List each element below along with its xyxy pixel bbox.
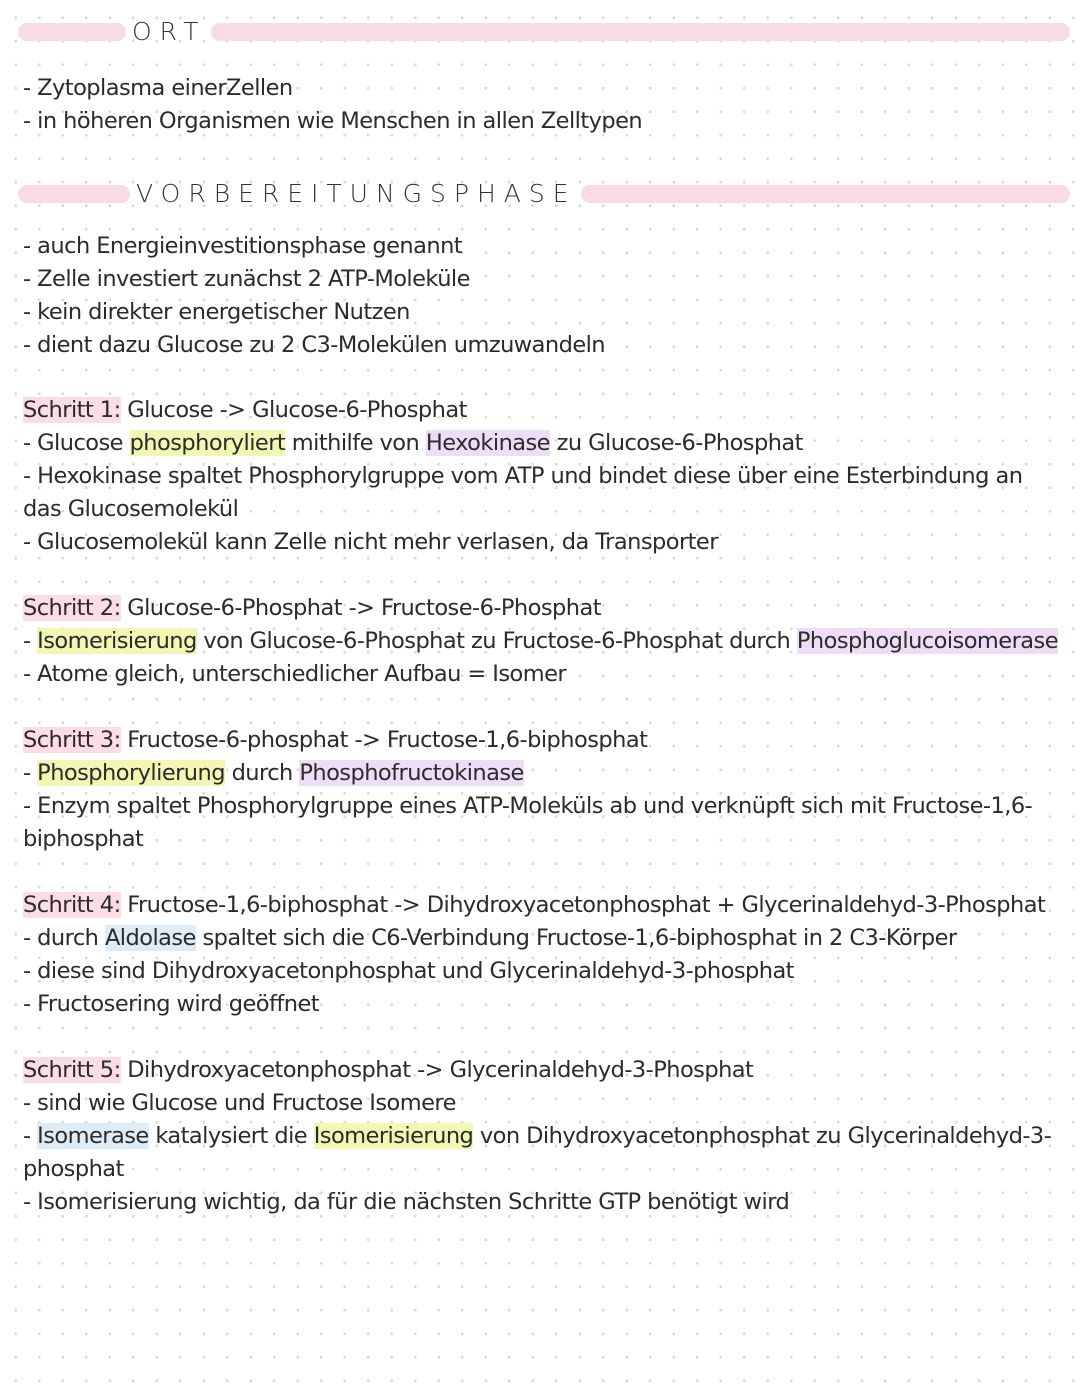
step-5-title: Dihydroxyacetonphosphat -> Glycerinaldehyd-3-Phosphat (120, 1057, 754, 1083)
step-5-label: Schritt 5: (23, 1057, 121, 1083)
step-1-line-1 (23, 427, 1068, 460)
step-3-label: Schritt 3: (23, 727, 121, 753)
step-1-line-2: - Hexokinase spaltet Phosphorylgruppe vom ATP und bindet diese über eine Esterbindung an (23, 463, 1023, 489)
ort-line-2: - in höheren Organismen wie Menschen in allen Zelltypen (23, 108, 643, 134)
step-1-line-1-text-c: mithilfe von (285, 430, 426, 456)
heading-ort-bar-right (211, 23, 1070, 41)
step-3-line-3: biphosphat (23, 826, 144, 852)
step-3-line-2: - Enzym spaltet Phosphorylgruppe eines ATP-Moleküls ab und verknüpft sich mit Fructose-1,6- (23, 793, 1033, 819)
step-2-line-1-text-c: von Glucose-6-Phosphat zu Fructose-6-Phosphat durch (196, 628, 797, 654)
highlight-phosphoryliert: phosphoryliert (129, 430, 286, 456)
step-4-heading (23, 889, 1068, 922)
heading-vorbereitung-bar-right (581, 185, 1070, 203)
step-1-line-1-text-a: - Glucose (23, 430, 130, 456)
step-4-label: Schritt 4: (23, 892, 121, 918)
step-3-title: Fructose-6-phosphat -> Fructose-1,6-biphosphat (120, 727, 648, 753)
ort-list (23, 72, 1068, 138)
step-5-line-2 (23, 1120, 1068, 1153)
heading-vorbereitung-title: VORBEREITUNGSPHASE (136, 179, 577, 208)
step-5-heading (23, 1054, 1068, 1087)
heading-vorbereitung (18, 179, 1070, 208)
step-5-line-2-text-c: katalysiert die (148, 1123, 314, 1149)
step-4-line-1-text-c: spaltet sich die C6-Verbindung Fructose-1,6-biphosphat in 2 C3-Körper (195, 925, 957, 951)
step-5-line-3: phosphat (23, 1156, 124, 1182)
vorbereitung-line-2: - Zelle investiert zunächst 2 ATP-Moleküle (23, 266, 470, 292)
step-4-line-1-text-a: - durch (23, 925, 105, 951)
step-1-title: Glucose -> Glucose-6-Phosphat (120, 397, 467, 423)
step-2-label: Schritt 2: (23, 595, 121, 621)
step-2-title: Glucose-6-Phosphat -> Fructose-6-Phosphat (120, 595, 601, 621)
step-4 (23, 889, 1068, 1021)
vorbereitung-line-1: - auch Energieinvestitionsphase genannt (23, 233, 463, 259)
step-4-title: Fructose-1,6-biphosphat -> Dihydroxyacetonphosphat + Glycerinaldehyd-3-Phosphat (120, 892, 1046, 918)
step-1-line-4: - Glucosemolekül kann Zelle nicht mehr verlasen, da Transporter (23, 529, 718, 555)
heading-vorbereitung-bar-left (18, 185, 130, 203)
step-3-line-1 (23, 757, 1068, 790)
vorbereitung-list (23, 230, 1068, 362)
step-2 (23, 592, 1068, 691)
vorbereitung-line-4: - dient dazu Glucose zu 2 C3-Molekülen umzuwandeln (23, 332, 606, 358)
step-4-line-3: - Fructosering wird geöffnet (23, 991, 320, 1017)
highlight-aldolase: Aldolase (104, 925, 196, 951)
step-3-heading (23, 724, 1068, 757)
step-5-line-1: - sind wie Glucose und Fructose Isomere (23, 1090, 456, 1116)
step-3 (23, 724, 1068, 856)
vorbereitung-line-3: - kein direkter energetischer Nutzen (23, 299, 410, 325)
step-5-line-2-text-a: - (23, 1123, 38, 1149)
step-4-line-2: - diese sind Dihydroxyacetonphosphat und Glycerinaldehyd-3-phosphat (23, 958, 794, 984)
step-1-line-1-text-e: zu Glucose-6-Phosphat (549, 430, 803, 456)
ort-line-1: - Zytoplasma einerZellen (23, 75, 293, 101)
step-5-line-4: - Isomerisierung wichtig, da für die nächsten Schritte GTP benötigt wird (23, 1189, 790, 1215)
highlight-isomerisierung-2: Isomerisierung (313, 1123, 474, 1149)
step-3-line-1-text-a: - (23, 760, 38, 786)
step-1-label: Schritt 1: (23, 397, 121, 423)
highlight-phosphoglucoisomerase: Phosphoglucoisomerase (796, 628, 1058, 654)
highlight-phosphofructokinase: Phosphofructokinase (299, 760, 524, 786)
highlight-isomerisierung: Isomerisierung (37, 628, 197, 654)
heading-ort-bar-left (18, 23, 126, 41)
heading-ort (18, 17, 1070, 46)
heading-ort-title: ORT (132, 17, 207, 46)
step-2-heading (23, 592, 1068, 625)
step-4-line-1 (23, 922, 1068, 955)
step-1-line-3: das Glucosemolekül (23, 496, 239, 522)
step-5 (23, 1054, 1068, 1219)
highlight-isomerase: Isomerase (37, 1123, 149, 1149)
step-2-line-1-text-a: - (23, 628, 38, 654)
step-5-line-2-text-e: von Dihydroxyacetonphosphat zu Glycerinaldehyd-3- (473, 1123, 1052, 1149)
step-2-line-1 (23, 625, 1068, 658)
step-3-line-1-text-c: durch (224, 760, 300, 786)
step-1-heading (23, 394, 1068, 427)
highlight-phosphorylierung: Phosphorylierung (37, 760, 225, 786)
step-1 (23, 394, 1068, 559)
step-2-line-2: - Atome gleich, unterschiedlicher Aufbau = Isomer (23, 661, 567, 687)
highlight-hexokinase: Hexokinase (425, 430, 550, 456)
